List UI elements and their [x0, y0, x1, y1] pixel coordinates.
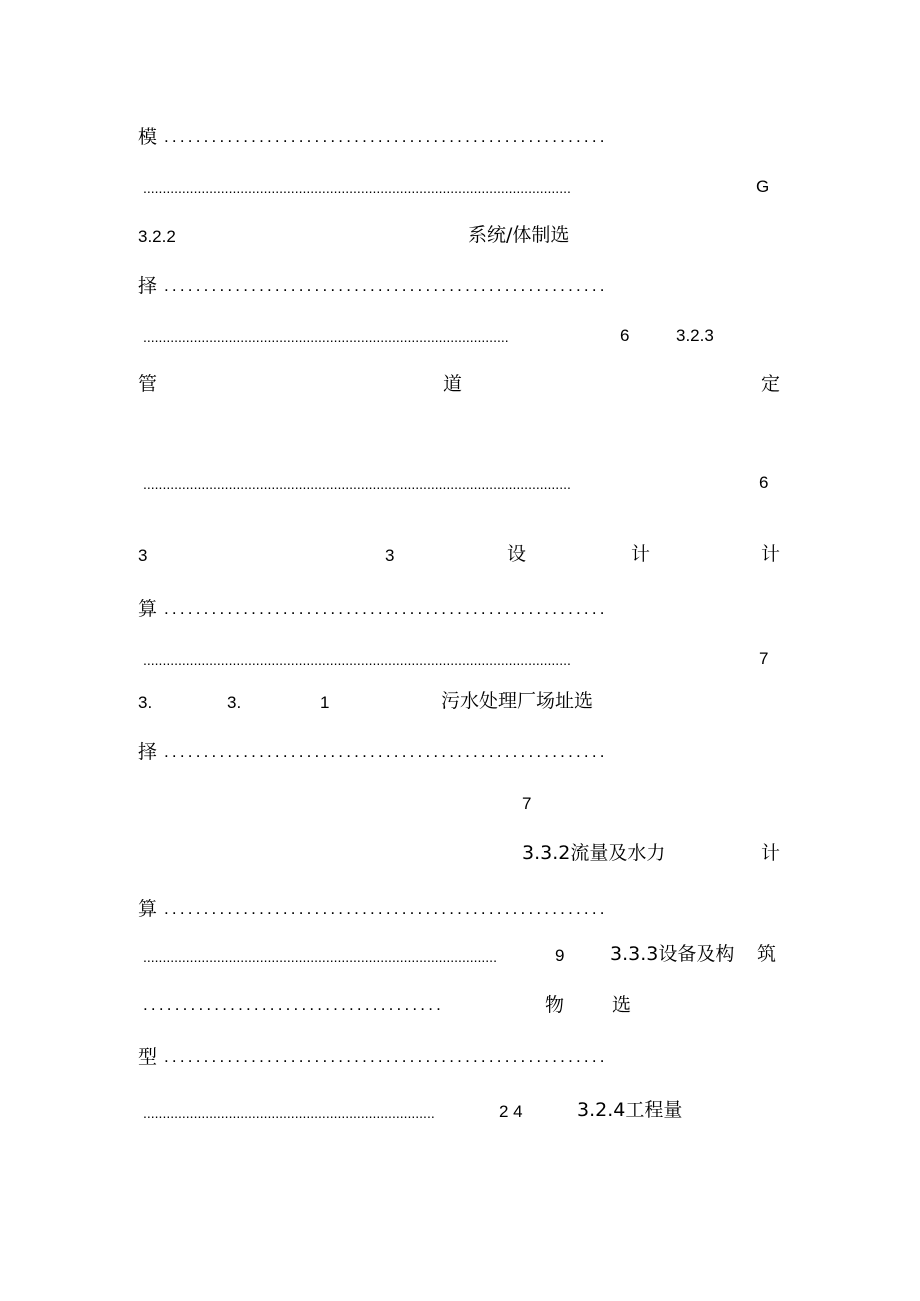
toc-leader-dots: ...........................................................................: [143, 1105, 435, 1121]
toc-leader-dots: ........................................................: [164, 599, 608, 618]
toc-page-number: 6: [620, 326, 630, 345]
toc-char: 选: [612, 994, 632, 1016]
toc-char: 道: [443, 373, 463, 395]
toc-section-title: 污水处理厂场址选: [441, 690, 594, 712]
toc-section-title: 系统/体制选: [468, 224, 570, 246]
toc-page-number: 7: [522, 794, 532, 813]
toc-section-number: 3: [138, 546, 148, 565]
toc-char: 择: [138, 741, 158, 763]
toc-char: 管: [138, 373, 158, 395]
toc-section-number: 1: [320, 693, 330, 712]
toc-section-title: 3.3.3设备及构: [610, 943, 735, 965]
toc-section-number: 3: [385, 546, 395, 565]
toc-section-number: 3.2.3: [676, 326, 714, 345]
toc-char: 模: [138, 126, 158, 148]
toc-leader-dots: ......................................: [143, 995, 445, 1014]
toc-page-number: 2 4: [499, 1102, 523, 1121]
toc-char: 型: [138, 1046, 158, 1068]
toc-char: 计: [631, 543, 651, 565]
toc-leader-dots: ...........................................................................................: [143, 949, 497, 965]
toc-char: 算: [138, 598, 158, 620]
toc-section-number: 3.: [227, 693, 242, 712]
toc-leader-dots: ..............................................................................................................: [143, 476, 571, 492]
toc-leader-dots: ..............................................................................................: [143, 329, 509, 345]
toc-section-number: 3.2.2: [138, 227, 176, 246]
toc-char: 定: [761, 373, 781, 395]
toc-char: 物: [545, 994, 565, 1016]
toc-section-title: 3.3.2流量及水力: [522, 842, 666, 864]
toc-leader-dots: ........................................................: [164, 127, 608, 146]
toc-page-number: 7: [759, 649, 769, 668]
toc-leader-dots: ........................................................: [164, 276, 608, 295]
toc-char: 设: [507, 543, 527, 565]
toc-leader-dots: ..............................................................................................................: [143, 652, 571, 668]
toc-page-number: G: [756, 177, 770, 196]
toc-page-number: 9: [555, 946, 565, 965]
toc-page-number: 6: [759, 473, 769, 492]
toc-section-title: 3.2.4工程量: [577, 1099, 683, 1121]
toc-leader-dots: ........................................................: [164, 742, 608, 761]
toc-leader-dots: ..............................................................................................................: [143, 180, 571, 196]
toc-char: 筑: [757, 943, 777, 965]
toc-char: 算: [138, 898, 158, 920]
toc-section-number: 3.: [138, 693, 153, 712]
toc-char: 计: [761, 543, 781, 565]
toc-leader-dots: ........................................................: [164, 899, 608, 918]
toc-char: 计: [761, 842, 781, 864]
toc-char: 择: [138, 275, 158, 297]
toc-leader-dots: ........................................................: [164, 1047, 608, 1066]
